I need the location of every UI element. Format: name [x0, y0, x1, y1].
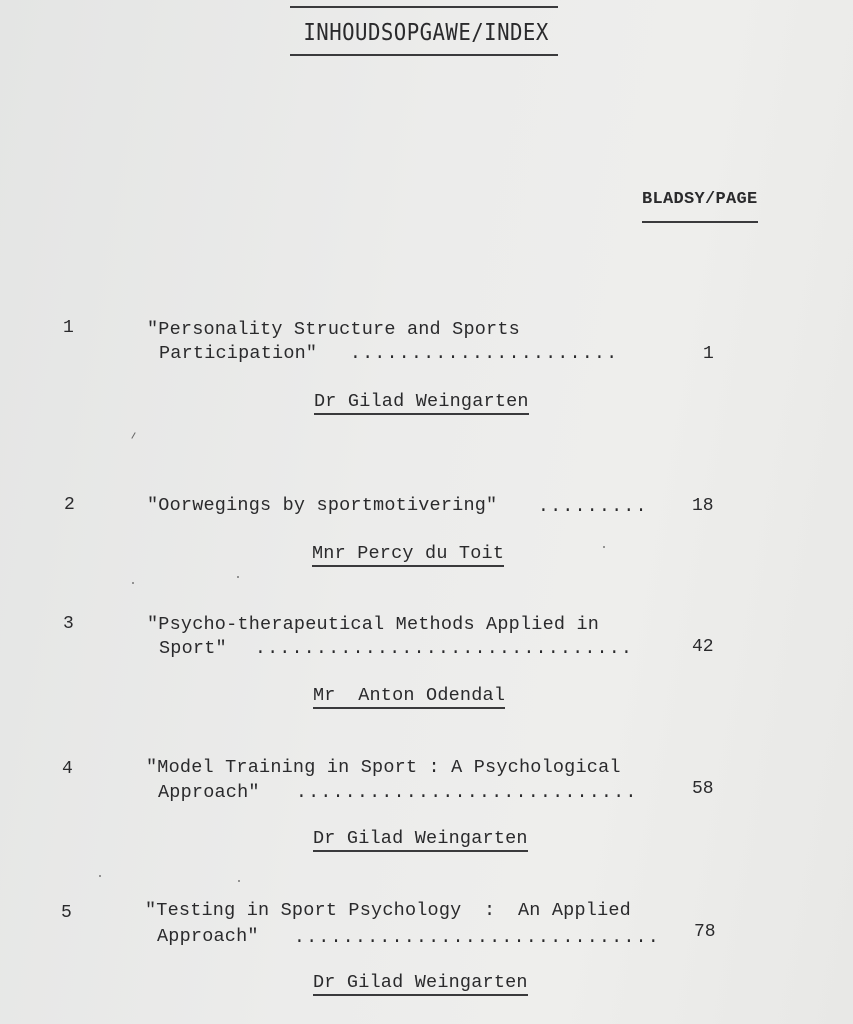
entry-title-line2: Approach"	[158, 782, 260, 803]
entry-page-number: 18	[692, 496, 714, 516]
entry-author: Dr Gilad Weingarten	[313, 828, 528, 852]
entry-page-number: 78	[694, 922, 716, 942]
entry-dot-leader: ...............................	[255, 639, 634, 659]
entry-page-number: 58	[692, 779, 714, 799]
entry-title-line1: "Oorwegings by sportmotivering"	[147, 495, 498, 516]
title-block	[290, 6, 558, 56]
entry-title-line1: "Psycho-therapeutical Methods Applied in	[147, 614, 600, 635]
page-column-header: BLADSY/PAGE	[642, 190, 758, 223]
entry-dot-leader: ......................	[350, 344, 619, 364]
paper-speck	[132, 582, 134, 584]
entry-number: 5	[61, 903, 72, 923]
entry-author: Mr Anton Odendal	[313, 685, 505, 709]
entry-title-line2: Sport"	[159, 638, 227, 659]
entry-title-line2: Participation"	[159, 343, 318, 364]
entry-page-number: 1	[703, 344, 714, 364]
paper-speck	[237, 576, 239, 578]
entry-number: 4	[62, 759, 73, 779]
entry-title-line1: "Model Training in Sport : A Psychological	[146, 757, 621, 778]
entry-dot-leader: ............................	[296, 783, 638, 803]
paper-mark	[131, 432, 135, 439]
paper-speck	[238, 880, 240, 882]
entry-title-line1: "Testing in Sport Psychology : An Applied	[145, 900, 631, 921]
entry-title-line2: Approach"	[157, 926, 259, 947]
entry-author: Dr Gilad Weingarten	[313, 972, 528, 996]
title-rule-bottom	[290, 54, 558, 56]
entry-author: Dr Gilad Weingarten	[314, 391, 529, 415]
paper-speck	[99, 875, 101, 877]
entry-number: 3	[63, 614, 74, 634]
entry-dot-leader: ..............................	[294, 928, 661, 948]
entry-number: 2	[64, 495, 75, 515]
paper-speck	[603, 546, 605, 548]
entry-title-line1: "Personality Structure and Sports	[147, 319, 520, 340]
entry-page-number: 42	[692, 637, 714, 657]
entry-number: 1	[63, 318, 74, 338]
entry-dot-leader: .........	[538, 497, 648, 517]
document-title: INHOUDSOPGAWE/INDEX	[303, 20, 549, 46]
entry-author: Mnr Percy du Toit	[312, 543, 504, 567]
